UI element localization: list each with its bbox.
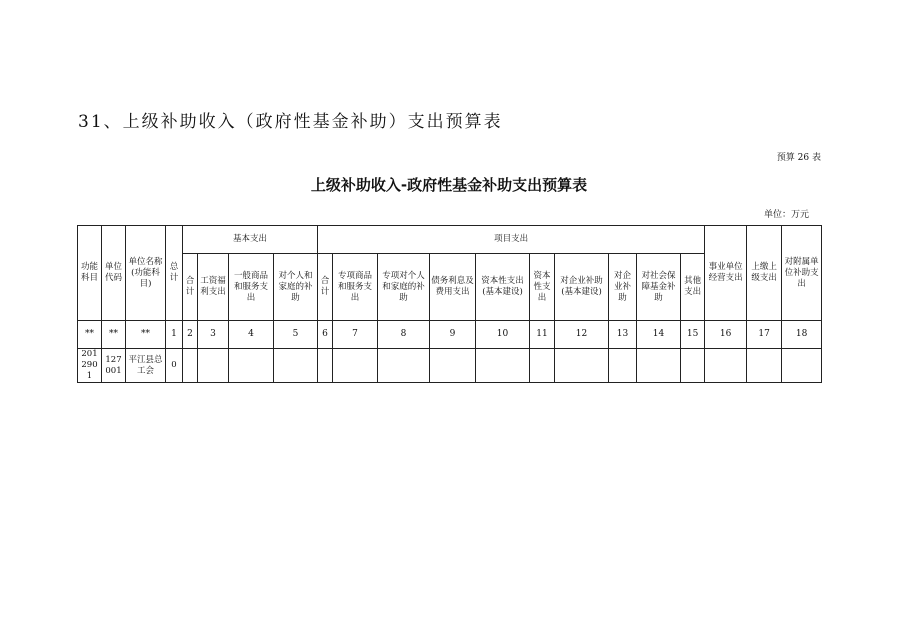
- cell-unit-code: 127001: [102, 349, 126, 383]
- header-proj-capital2: 资本性支出: [530, 254, 555, 321]
- budget-table: [77, 225, 822, 383]
- number-cell: **: [126, 321, 166, 349]
- unit-label: 单位：万元: [763, 210, 809, 220]
- number-cell: 11: [530, 321, 555, 349]
- header-total: 总计: [166, 226, 183, 321]
- cell-total: 0: [166, 349, 183, 383]
- header-proj-subsidy-individual: 专项对个人和家庭的补助: [378, 254, 430, 321]
- number-cell: **: [102, 321, 126, 349]
- header-basic-group: 基本支出: [183, 226, 318, 254]
- header-undertaking: 事业单位经营支出: [705, 226, 747, 321]
- number-cell: 7: [333, 321, 378, 349]
- cell-empty: [476, 349, 530, 383]
- header-basic-salary: 工资福利支出: [198, 254, 229, 321]
- header-proj-enterprise-capital: 对企业补助(基本建设): [555, 254, 609, 321]
- number-cell: 10: [476, 321, 530, 349]
- form-number: 预算 26 表: [776, 153, 821, 163]
- header-basic-subsidy-individual: 对个人和家庭的补助: [274, 254, 318, 321]
- number-cell: **: [78, 321, 102, 349]
- number-row: [78, 321, 822, 349]
- number-cell: 3: [198, 321, 229, 349]
- header-row-group: [78, 226, 822, 254]
- cell-empty: [274, 349, 318, 383]
- cell-empty: [183, 349, 198, 383]
- cell-unit-name: 平江县总工会: [126, 349, 166, 383]
- number-cell: 17: [747, 321, 782, 349]
- cell-empty: [681, 349, 705, 383]
- table-title: 上级补助收入-政府性基金补助支出预算表: [310, 176, 588, 194]
- header-proj-capital: 资本性支出(基本建设): [476, 254, 530, 321]
- cell-func-code: 2012901: [78, 349, 102, 383]
- cell-empty: [609, 349, 637, 383]
- number-cell: 13: [609, 321, 637, 349]
- section-title: 31、上级补助收入（政府性基金补助）支出预算表: [78, 112, 503, 132]
- cell-empty: [198, 349, 229, 383]
- header-basic-goods: 一般商品和服务支出: [229, 254, 274, 321]
- cell-empty: [555, 349, 609, 383]
- cell-empty: [782, 349, 822, 383]
- number-cell: 6: [318, 321, 333, 349]
- header-unit-name: 单位名称(功能科目): [126, 226, 166, 321]
- cell-empty: [333, 349, 378, 383]
- number-cell: 1: [166, 321, 183, 349]
- header-basic-total: 合计: [183, 254, 198, 321]
- header-proj-other: 其他支出: [681, 254, 705, 321]
- cell-empty: [318, 349, 333, 383]
- cell-empty: [747, 349, 782, 383]
- header-func-subject: 功能科目: [78, 226, 102, 321]
- header-proj-social-fund: 对社会保障基金补助: [637, 254, 681, 321]
- header-project-group: 项目支出: [318, 226, 705, 254]
- header-unit-code: 单位代码: [102, 226, 126, 321]
- number-cell: 18: [782, 321, 822, 349]
- cell-empty: [430, 349, 476, 383]
- header-turnover: 上缴上级支出: [747, 226, 782, 321]
- cell-empty: [530, 349, 555, 383]
- cell-empty: [229, 349, 274, 383]
- number-cell: 16: [705, 321, 747, 349]
- cell-empty: [378, 349, 430, 383]
- number-cell: 15: [681, 321, 705, 349]
- cell-empty: [637, 349, 681, 383]
- number-cell: 8: [378, 321, 430, 349]
- number-cell: 4: [229, 321, 274, 349]
- header-proj-goods: 专项商品和服务支出: [333, 254, 378, 321]
- header-proj-total: 合计: [318, 254, 333, 321]
- number-cell: 12: [555, 321, 609, 349]
- header-proj-enterprise: 对企业补助: [609, 254, 637, 321]
- table-row: [78, 349, 822, 383]
- number-cell: 2: [183, 321, 198, 349]
- cell-empty: [705, 349, 747, 383]
- header-affiliated: 对附属单位补助支出: [782, 226, 822, 321]
- header-proj-debt: 债务利息及费用支出: [430, 254, 476, 321]
- number-cell: 9: [430, 321, 476, 349]
- number-cell: 14: [637, 321, 681, 349]
- number-cell: 5: [274, 321, 318, 349]
